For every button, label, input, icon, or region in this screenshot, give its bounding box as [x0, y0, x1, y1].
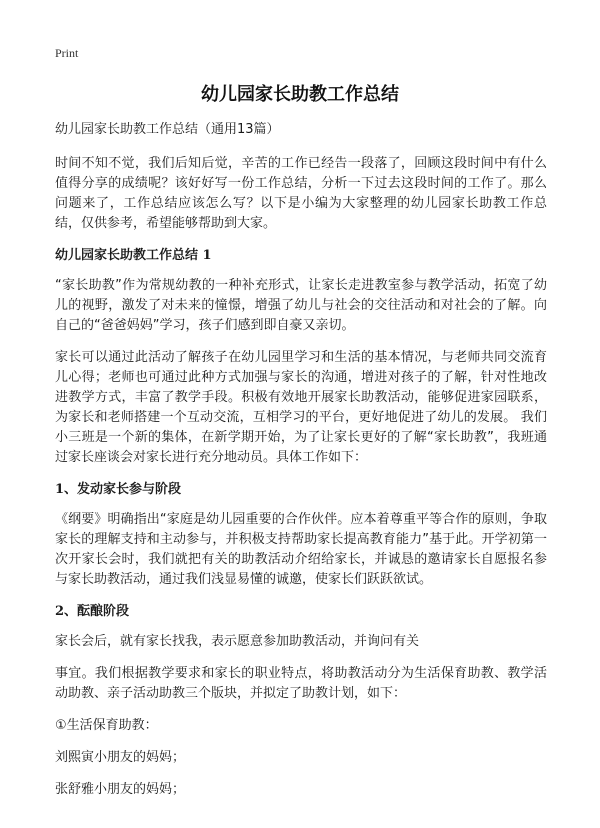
subheading-mobilize: 1、发动家长参与阶段 — [55, 482, 182, 497]
paragraph-1: “家长助教”作为常规幼教的一种补充形式，让家长走进教室参与教学活动，拓宽了幼儿的视野，激发了对未来的憧憬，增强了幼儿与社会的交往活动和对社会的了解。向自己的“爸爸妈妈”学习，孩子们感到即自豪又亲切。 — [55, 278, 547, 333]
subheading-prepare: 2、酝酿阶段 — [55, 604, 130, 619]
list-item: ①生活保育助教： — [55, 718, 158, 733]
page-title: 幼儿园家长助教工作总结 — [201, 84, 399, 105]
list-item: 张舒雅小朋友的妈妈； — [55, 782, 186, 797]
paragraph-4: 家长会后，就有家长找我，表示愿意参加助教活动，并询问有关 — [55, 634, 420, 649]
list-item: 刘熙寅小朋友的妈妈； — [55, 750, 186, 765]
paragraph-2: 家长可以通过此活动了解孩子在幼儿园里学习和生活的基本情况，与老师共同交流育儿心得；老师也可通过此种方式加强与家长的沟通，增进对孩子的了解，针对性地改进教学方式，丰富了教学手段。积极有效地开展家长助教活动，能够促进家园联系，为家长和老师搭建一个互动交流，互相学习的平台，更好地促进了幼儿的发展。 我们小三班是一个新的集体，在新学期开始，为了让家长更好的了解“家长助教”，我班通过家长座谈会对家长进行充分地动员。具体工作如下： — [55, 350, 547, 465]
article-body — [55, 120, 547, 812]
paragraph-3: 《纲要》明确指出“家庭是幼儿园重要的合作伙伴。应本着尊重平等合作的原则，争取家长的理解支持和主动参与，并积极支持帮助家长提高教育能力”基于此。开学初第一次开家长会时，我们就把有关的助教活动介绍给家长，并诚恳的邀请家长自愿报名参与家长助教活动，通过我们浅显易懂的诚邀，使家长们跃跃欲试。 — [55, 512, 547, 587]
article-subtitle: 幼儿园家长助教工作总结（通用13篇） — [55, 122, 280, 137]
paragraph-5: 事宜。我们根据教学要求和家长的职业特点，将助教活动分为生活保育助教、教学活动助教、亲子活动助教三个版块，并拟定了助教计划，如下： — [55, 666, 547, 701]
intro-paragraph: 时间不知不觉，我们后知后觉，辛苦的工作已经告一段落了，回顾这段时间中有什么值得分享的成绩呢？该好好写一份工作总结，分析一下过去这段时间的工作了。那么问题来了，工作总结应该怎么写？以下是小编为大家整理的幼儿园家长助教工作总结，仅供参考，希望能够帮助到大家。 — [55, 156, 547, 231]
print-link[interactable]: Print — [55, 46, 79, 60]
section-heading-1: 幼儿园家长助教工作总结 1 — [55, 248, 212, 263]
